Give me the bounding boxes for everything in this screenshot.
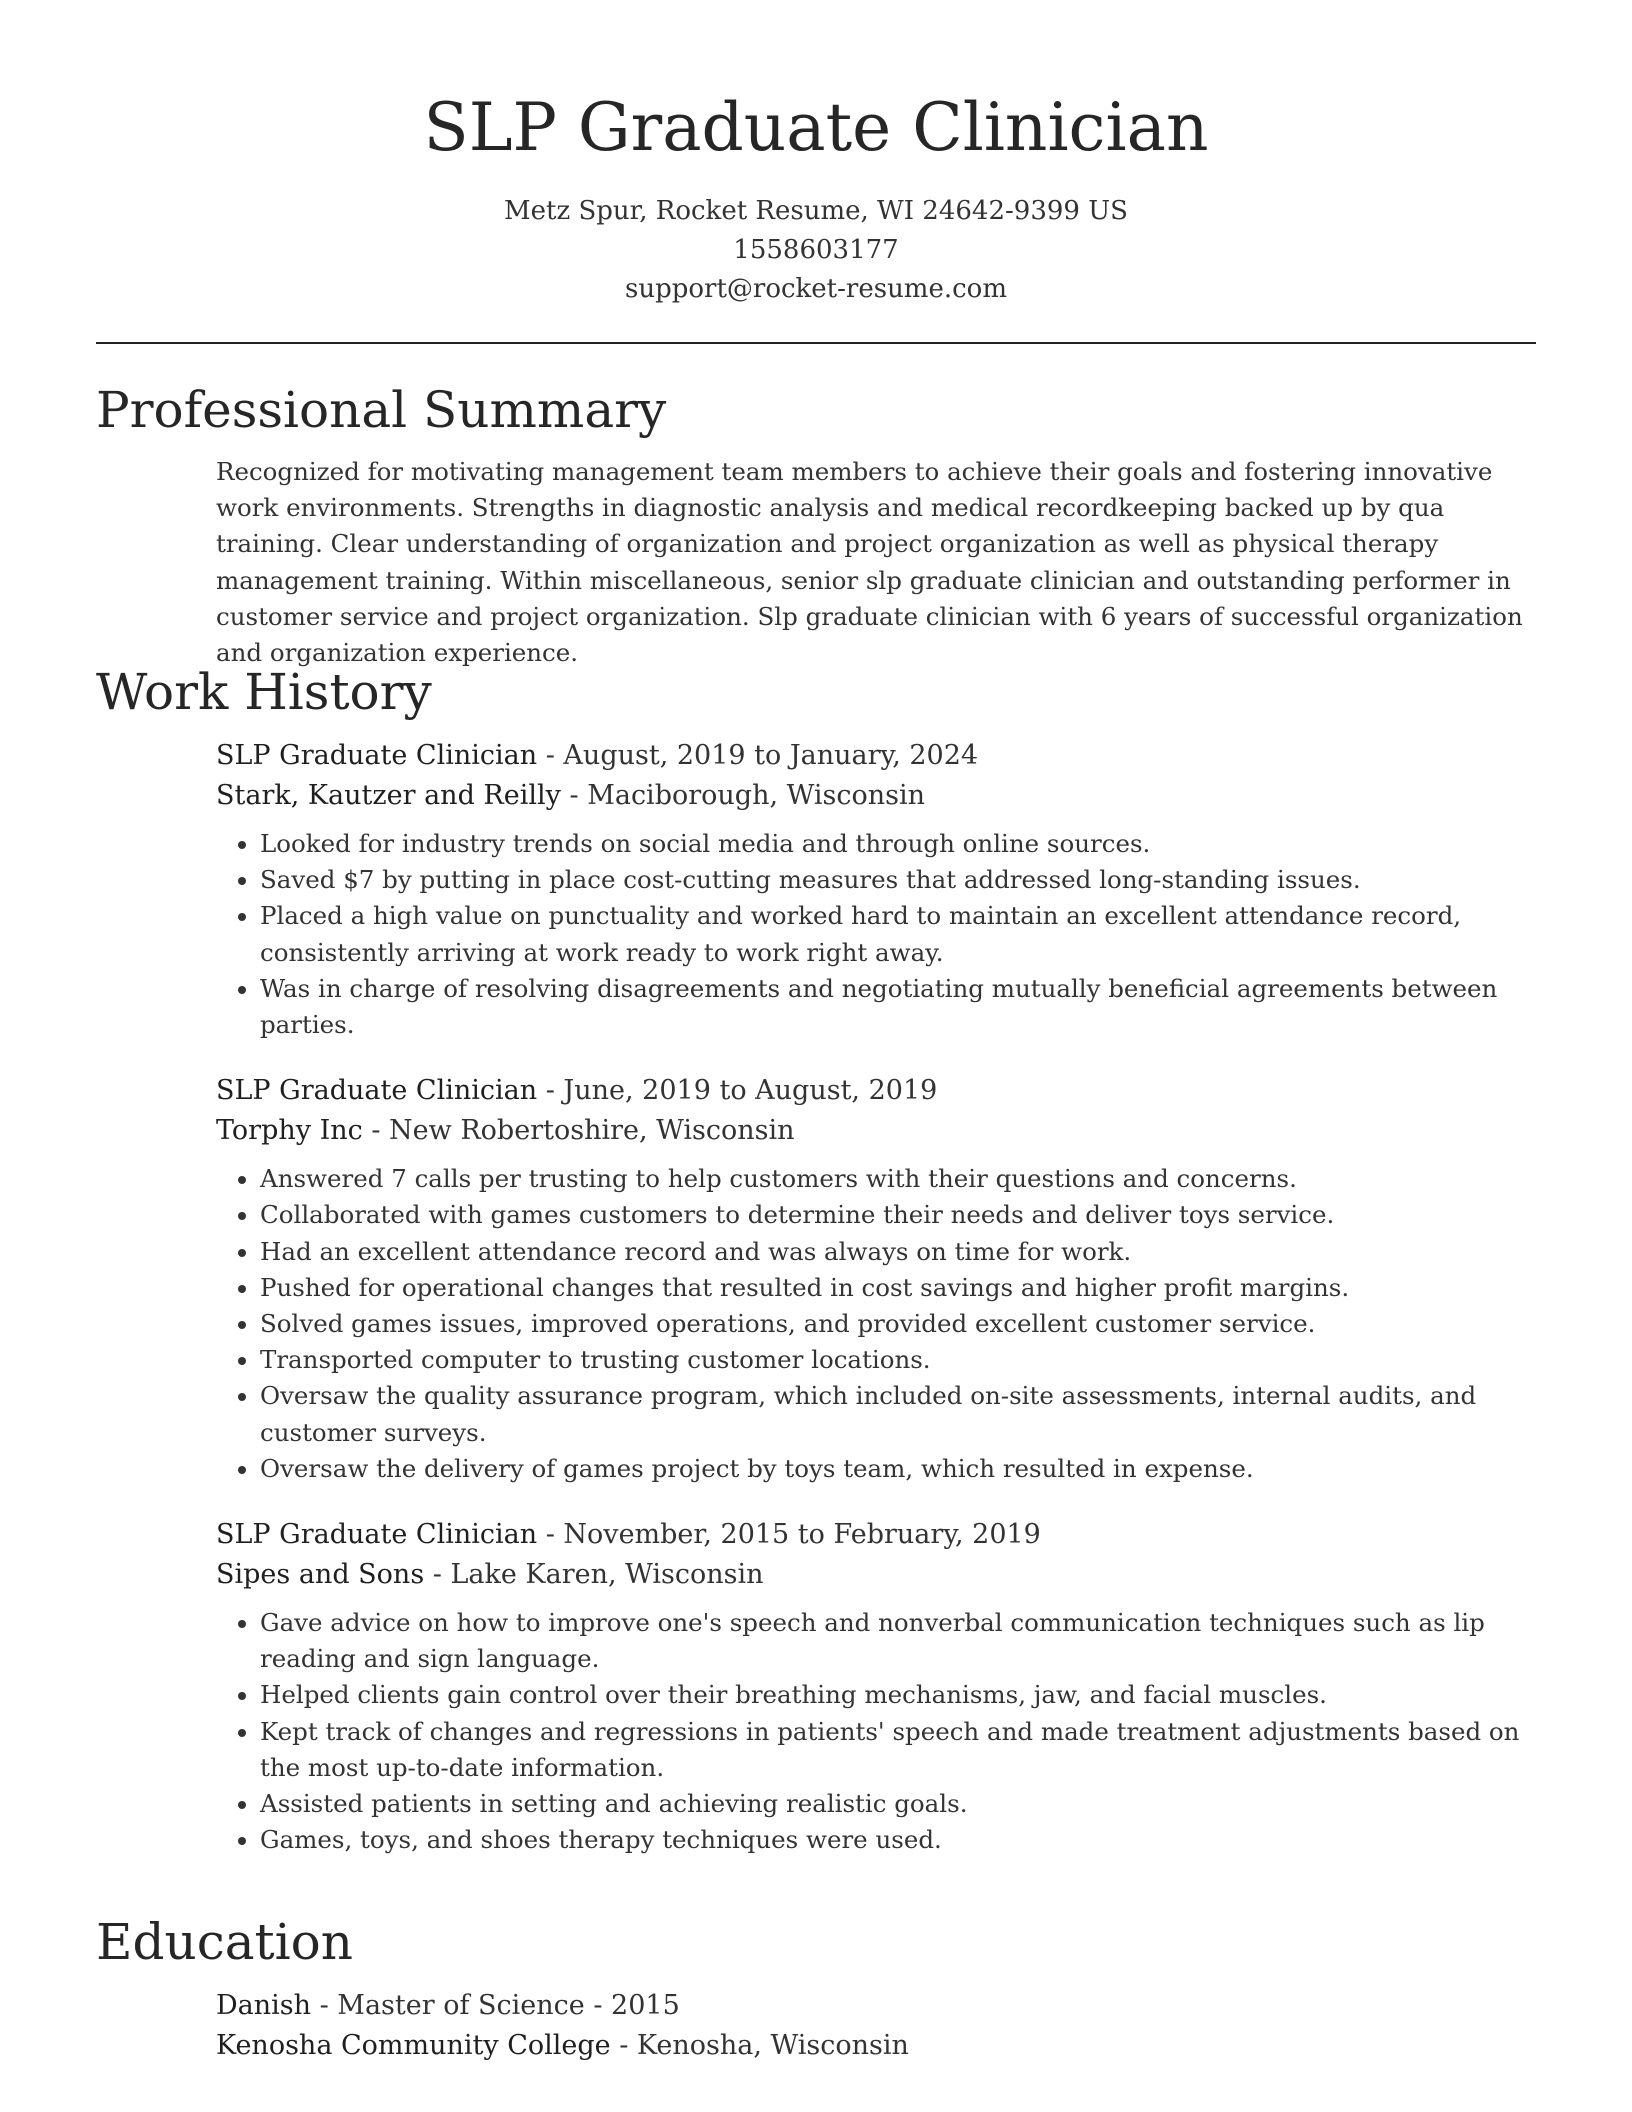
job-role: SLP Graduate Clinician [216,1519,538,1551]
list-item: • Had an excellent attendance record and was always on time for work. [260,1234,1536,1270]
list-item: • Collaborated with games customers to determine their needs and deliver toys service. [260,1197,1536,1233]
job-company-line [216,1111,1536,1151]
job-company: Stark, Kautzer and Reilly [216,780,561,811]
job-entry [216,1515,1536,1858]
job-title-line [216,736,1536,776]
resume-header [0,0,1632,309]
job-dates: - November, 2015 to February, 2019 [537,1519,1041,1551]
contact-email: support@rocket-resume.com [624,274,1007,304]
summary-text: Recognized for motivating management team members to achieve their goals and fostering innovative work environments. Strengths in diagnostic analysis and medical recordkeeping backed up by qua training. Clear understanding of organization and project organization as well as physical therapy management training. Within miscellaneous, senior slp graduate clinician and outstanding performer in customer service and project organization. Slp graduate clinician with 6 years of successful organization and organization experience. [216,457,1523,668]
work-history-section [96,662,1536,1858]
education-location: - Kenosha, Wisconsin [610,2030,909,2061]
job-location: - Lake Karen, Wisconsin [424,1559,764,1591]
contact-phone: 1558603177 [733,235,899,265]
list-item: • Assisted patients in setting and achieving realistic goals. [260,1786,1536,1822]
job-entry [216,1071,1536,1487]
job-company-line [216,776,1536,816]
job-company: Torphy Inc [216,1115,363,1147]
education-section [96,1912,1536,2066]
job-title-line [216,1515,1536,1555]
job-role: SLP Graduate Clinician [216,1075,538,1107]
list-item: • Helped clients gain control over their breathing mechanisms, jaw, and facial muscles. [260,1677,1536,1713]
list-item: • Was in charge of resolving disagreements and negotiating mutually beneficial agreements between parties. [260,971,1536,1043]
list-item: • Games, toys, and shoes therapy techniques were used. [260,1822,1536,1858]
job-bullets [216,826,1536,1043]
job-location: - Maciborough, Wisconsin [560,780,926,811]
job-dates: - August, 2019 to January, 2024 [537,740,979,771]
contact-block [0,192,1632,309]
job-dates: - June, 2019 to August, 2019 [537,1075,938,1107]
summary-section [96,380,1536,671]
job-location: - New Robertoshire, Wisconsin [362,1115,795,1147]
list-item: • Kept track of changes and regressions in patients' speech and made treatment adjustments based on the most up-to-date information. [260,1714,1536,1786]
list-item: • Saved $7 by putting in place cost-cutting measures that addressed long-standing issues. [260,862,1536,898]
job-role: SLP Graduate Clinician [216,740,538,771]
summary-heading: Professional Summary [96,381,667,439]
list-item: • Solved games issues, improved operations, and provided excellent customer service. [260,1306,1536,1342]
list-item: • Answered 7 calls per trusting to help customers with their questions and concerns. [260,1161,1536,1197]
education-school: Kenosha Community College [216,2030,611,2061]
education-degree: - Master of Science - 2015 [311,1990,680,2021]
education-field: Danish [216,1990,312,2021]
list-item: • Pushed for operational changes that resulted in cost savings and higher profit margins. [260,1270,1536,1306]
job-entry [216,736,1536,1043]
job-title-line [216,1071,1536,1111]
list-item: • Transported computer to trusting customer locations. [260,1342,1536,1378]
list-item: • Placed a high value on punctuality and worked hard to maintain an excellent attendance record, consistently arriving at work ready to work right away. [260,898,1536,970]
list-item: • Looked for industry trends on social media and through online sources. [260,826,1536,862]
job-company: Sipes and Sons [216,1559,425,1591]
job-company-line [216,1555,1536,1595]
education-school-line [216,2026,1536,2066]
job-bullets [216,1605,1536,1858]
candidate-name: SLP Graduate Clinician [423,89,1209,166]
contact-address: Metz Spur, Rocket Resume, WI 24642-9399 US [504,196,1128,226]
list-item: • Gave advice on how to improve one's speech and nonverbal communication techniques such as lip reading and sign language. [260,1605,1536,1677]
header-divider [96,342,1536,344]
list-item: • Oversaw the delivery of games project by toys team, which resulted in expense. [260,1451,1536,1487]
list-item: • Oversaw the quality assurance program, which included on-site assessments, internal audits, and customer surveys. [260,1378,1536,1450]
job-bullets [216,1161,1536,1487]
education-heading: Education [96,1913,353,1971]
work-history-heading: Work History [96,663,432,721]
education-degree-line [216,1986,1536,2026]
education-entry [216,1986,1536,2066]
